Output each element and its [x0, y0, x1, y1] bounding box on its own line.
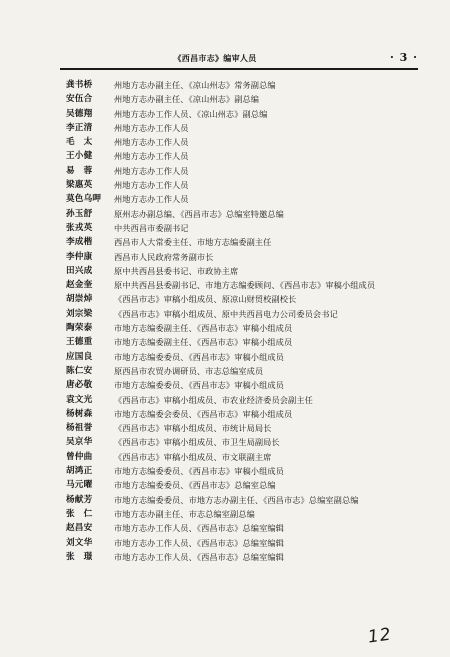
person-role: 市地方志编委委员、《西昌市志》审稿小组成员	[114, 380, 284, 391]
person-name: 张 仁	[66, 508, 93, 519]
person-name: 赵昌安	[66, 523, 93, 534]
person-name: 田兴成	[66, 265, 93, 276]
person-role: 市地方志办工作人员、《西昌市志》总编室编辑	[114, 537, 284, 548]
person-role: 市地方志编委委员、《西昌市志》审稿小组成员	[114, 351, 284, 362]
person-name: 刘文华	[66, 537, 93, 548]
person-role: 市地方志办工作人员、《西昌市志》总编室编辑	[114, 551, 284, 562]
person-name: 吴德翔	[66, 108, 93, 119]
person-role: 原中共西昌县委副书记、市地方志编委顾问、《西昌市志》审稿小组成员	[114, 280, 376, 291]
roster-entry	[66, 164, 426, 178]
roster-entry	[66, 350, 426, 364]
person-role: 西昌市人大常委主任、市地方志编委副主任	[114, 237, 272, 248]
person-role: 市地方志编委委员、《西昌市志》总编室总编	[114, 480, 276, 491]
person-name: 梁惠英	[66, 180, 93, 191]
roster-entry	[66, 292, 426, 306]
person-name: 吴京华	[66, 437, 93, 448]
person-name: 孙玉舒	[66, 208, 93, 219]
person-role: 《西昌市志》审稿小组成员、市统计局局长	[114, 423, 272, 434]
person-role: 《西昌市志》审稿小组成员、市文联副主席	[114, 451, 272, 462]
person-name: 胡崇焯	[66, 294, 93, 305]
person-role: 《西昌市志》审稿小组成员、原凉山财贸校副校长	[114, 294, 297, 305]
person-role: 《西昌市志》审稿小组成员、原中共西昌电力公司委员会书记	[114, 308, 338, 319]
person-role: 《西昌市志》审稿小组成员、市卫生局副局长	[114, 437, 280, 448]
person-role: 市地方志办工作人员、《西昌市志》总编室编辑	[114, 523, 284, 534]
person-role: 州地方志办副主任、《凉山州志》副总编	[114, 94, 260, 105]
roster-entry	[66, 264, 426, 278]
roster-entry	[66, 321, 426, 335]
roster-entry	[66, 278, 426, 292]
header-title: 《西昌市志》编审人员	[173, 53, 257, 63]
roster-entry	[66, 478, 426, 492]
roster-entry	[66, 378, 426, 392]
roster-entry	[66, 78, 426, 92]
person-role: 州地方志办工作人员	[114, 165, 189, 176]
roster-entry	[66, 521, 426, 535]
person-role: 《西昌市志》审稿小组成员、市农业经济委员会副主任	[114, 394, 313, 405]
roster-entry	[66, 335, 426, 349]
person-role: 州地方志办副主任、《凉山州志》常务副总编	[114, 80, 276, 90]
roster-entry	[66, 221, 426, 235]
person-role: 州地方志办工作人员	[114, 180, 189, 191]
person-name: 李仲康	[66, 251, 93, 262]
person-name: 毛 太	[66, 137, 93, 148]
roster-entry	[66, 149, 426, 163]
roster-entry	[66, 307, 426, 321]
person-role: 市地方志编委副主任、《西昌市志》审稿小组成员	[114, 323, 293, 334]
person-name: 刘宗梁	[66, 308, 93, 319]
person-name: 安伍合	[66, 94, 93, 105]
person-name: 唐必敬	[66, 380, 93, 391]
person-role: 市地方志编委副主任、《西昌市志》审稿小组成员	[114, 337, 293, 348]
roster-entry	[66, 92, 426, 106]
roster-entry	[66, 407, 426, 421]
person-name: 易 蓉	[66, 165, 93, 176]
page-number: · 3 ·	[390, 51, 418, 64]
person-name: 龚书桥	[66, 80, 93, 90]
person-name: 杨祖誉	[66, 423, 93, 434]
roster-entry	[66, 421, 426, 435]
person-role: 州地方志办工作人员	[114, 194, 189, 205]
person-role: 州地方志办工作人员	[114, 122, 189, 133]
staff-roster	[66, 78, 426, 564]
person-role: 市地方志办副主任、市志总编室副总编	[114, 508, 255, 519]
roster-entry	[66, 207, 426, 221]
person-role: 原中共西昌县委书记、市政协主席	[114, 265, 239, 276]
person-name: 杨献芳	[66, 494, 93, 505]
person-name: 王德重	[66, 337, 93, 348]
person-name: 马元曜	[66, 480, 93, 491]
person-role: 州地方志办工作人员、《凉山州志》副总编	[114, 108, 268, 119]
roster-entry	[66, 178, 426, 192]
person-role: 西昌市人民政府常务副市长	[114, 251, 214, 262]
person-name: 应国良	[66, 351, 93, 362]
roster-entry	[66, 393, 426, 407]
roster-entry	[66, 493, 426, 507]
person-role: 原西昌市农贸办调研员、市志总编室成员	[114, 365, 264, 376]
person-name: 王小健	[66, 151, 93, 162]
person-role: 市地方志编委委员、市地方志办副主任、《西昌市志》总编室副总编	[114, 494, 359, 505]
person-role: 市地方志编委会委员、《西昌市志》审稿小组成员	[114, 408, 293, 419]
person-name: 莫色乌呷	[66, 194, 102, 205]
roster-entry	[66, 435, 426, 449]
person-name: 张戎英	[66, 222, 93, 233]
person-name: 张 璟	[66, 551, 93, 562]
roster-entry	[66, 464, 426, 478]
roster-entry	[66, 450, 426, 464]
person-role: 州地方志办工作人员	[114, 151, 189, 162]
roster-entry	[66, 250, 426, 264]
person-name: 陈仁安	[66, 365, 93, 376]
person-name: 赵金奎	[66, 280, 93, 291]
person-name: 胡鸿正	[66, 466, 93, 477]
roster-entry	[66, 550, 426, 564]
person-name: 杨树森	[66, 408, 93, 419]
person-name: 陶荣泰	[66, 323, 93, 334]
person-role: 原州志办副总编、《西昌市志》总编室特邀总编	[114, 208, 284, 219]
roster-entry	[66, 135, 426, 149]
person-name: 曾仲曲	[66, 451, 93, 462]
person-name: 袁文光	[66, 394, 93, 405]
roster-entry	[66, 536, 426, 550]
handwritten-page-number: 12	[366, 624, 393, 648]
roster-entry	[66, 121, 426, 135]
person-name: 李成楷	[66, 237, 93, 248]
roster-entry	[66, 235, 426, 249]
person-role: 中共西昌市委副书记	[114, 222, 189, 233]
running-header	[60, 50, 418, 66]
roster-entry	[66, 364, 426, 378]
header-rule	[60, 68, 418, 70]
person-role: 州地方志办工作人员	[114, 137, 189, 148]
roster-entry	[66, 107, 426, 121]
roster-entry	[66, 507, 426, 521]
person-name: 李正清	[66, 122, 93, 133]
person-role: 市地方志编委委员、《西昌市志》审稿小组成员	[114, 466, 284, 477]
roster-entry	[66, 192, 426, 206]
